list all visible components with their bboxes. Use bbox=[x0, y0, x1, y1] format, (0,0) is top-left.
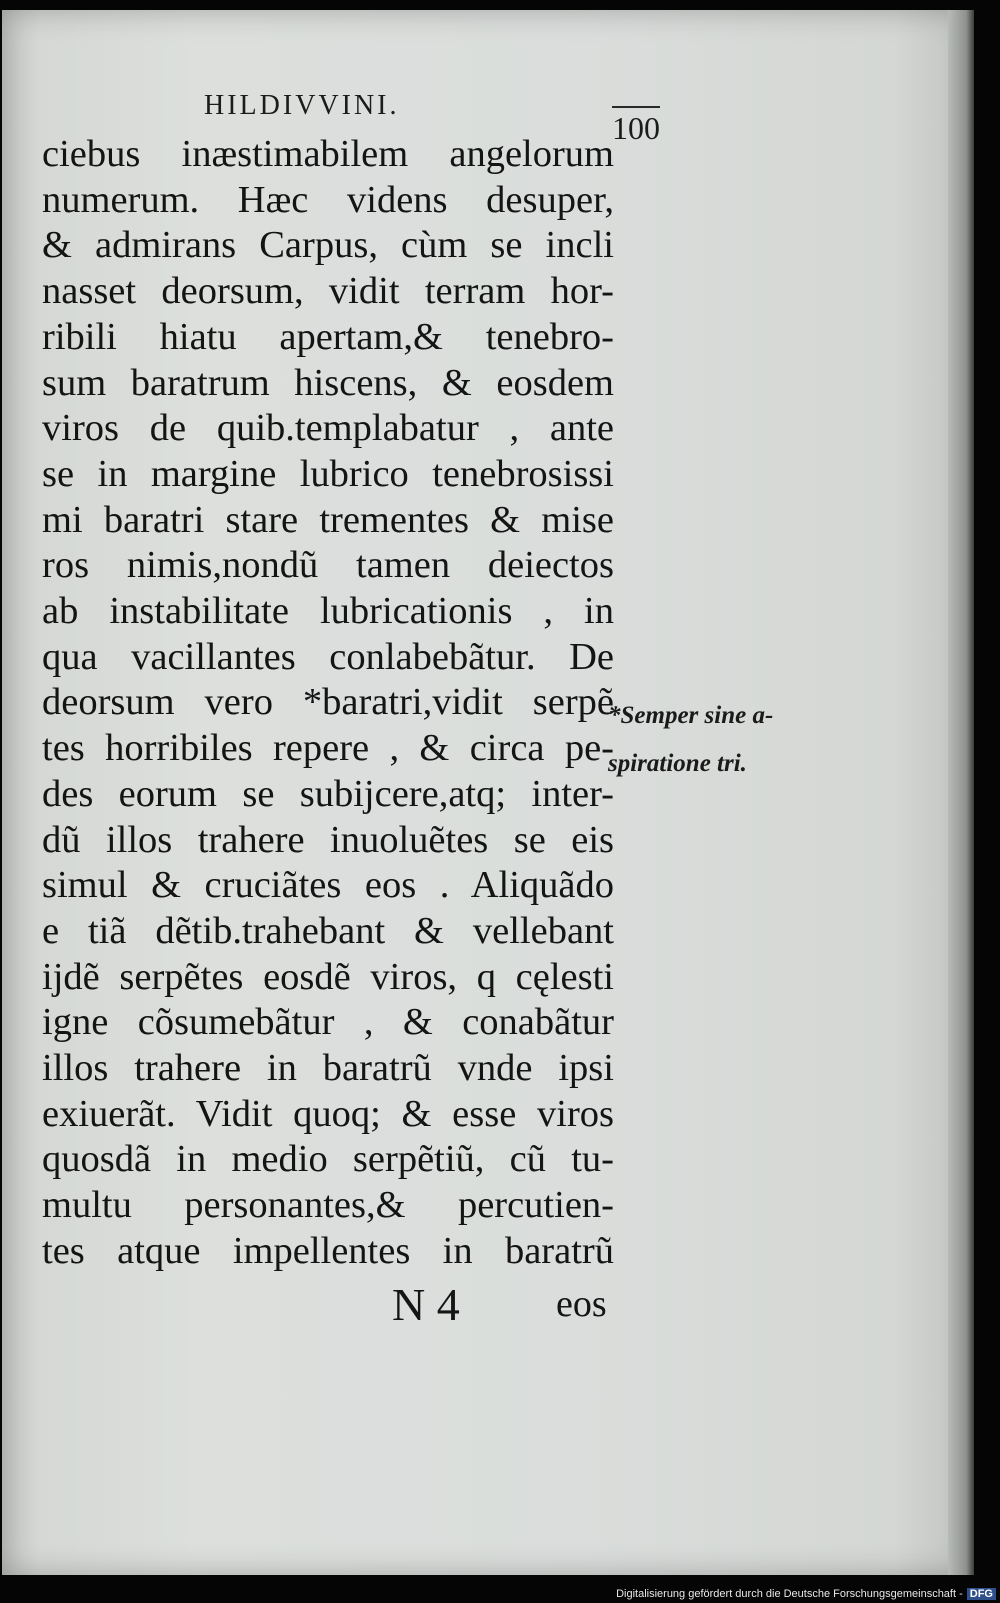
text-line: ijdẽ serpẽtes eosdẽ viros, q cęlesti bbox=[42, 955, 614, 998]
text-line: quosdã in medio serpẽtiũ, cũ tu- bbox=[42, 1138, 614, 1181]
body-text bbox=[42, 132, 614, 1275]
folio-number: 100 bbox=[612, 106, 660, 147]
text-line: qua vacillantes conlabebãtur. De bbox=[42, 635, 614, 678]
text-line: deorsum vero *baratri,vidit serpẽ bbox=[42, 681, 614, 724]
text-line: ribili hiatu apertam,& tenebro- bbox=[42, 315, 614, 358]
marginal-note bbox=[608, 692, 828, 788]
text-line: exiuerãt. Vidit quoq; & esse viros bbox=[42, 1092, 614, 1135]
text-line: illos trahere in baratrũ vnde ipsi bbox=[42, 1047, 614, 1090]
text-line: ab instabilitate lubricationis , in bbox=[42, 590, 614, 633]
dfg-logo-icon: DFG bbox=[967, 1588, 996, 1600]
text-line: igne cõsumebãtur , & conabãtur bbox=[42, 1001, 614, 1044]
text-line: tes atque impellentes in baratrũ bbox=[42, 1229, 614, 1272]
running-head: HILDIVVINI. bbox=[204, 90, 400, 121]
text-line: & admirans Carpus, cùm se incli bbox=[42, 224, 614, 267]
text-line: e tiã dẽtib.trahebant & vellebant bbox=[42, 909, 614, 952]
text-line: mi baratri stare trementes & mise bbox=[42, 498, 614, 541]
digitization-credit bbox=[616, 1588, 996, 1600]
text-line: dũ illos trahere inuoluẽtes se eis bbox=[42, 818, 614, 861]
text-line: se in margine lubrico tenebrosissi bbox=[42, 452, 614, 495]
text-line: ciebus inæstimabilem angelorum bbox=[42, 133, 614, 175]
text-line: numerum. Hæc videns desuper, bbox=[42, 178, 614, 221]
signature-mark: N 4 bbox=[392, 1279, 460, 1330]
credit-text: Digitalisierung gefördert durch die Deutsche Forschungsgemeinschaft - bbox=[616, 1588, 963, 1600]
text-line: tes horribiles repere , & circa pe- bbox=[42, 727, 614, 770]
text-line: multu personantes,& percutien- bbox=[42, 1184, 614, 1227]
catchword: eos bbox=[556, 1283, 607, 1325]
text-line: nasset deorsum, vidit terram hor- bbox=[42, 270, 614, 313]
marginal-note-line: spiratione tri. bbox=[608, 750, 747, 777]
text-line: des eorum se subijcere,atq; inter- bbox=[42, 772, 614, 815]
text-line: simul & cruciãtes eos . Aliquãdo bbox=[42, 864, 614, 907]
page-edge bbox=[948, 10, 974, 1575]
text-line: sum baratrum hiscens, & eosdem bbox=[42, 361, 614, 404]
text-line: ros nimis,nondũ tamen deiectos bbox=[42, 544, 614, 587]
marginal-note-line: *Semper sine a- bbox=[608, 702, 774, 729]
text-line: viros de quib.templabatur , ante bbox=[42, 407, 614, 450]
